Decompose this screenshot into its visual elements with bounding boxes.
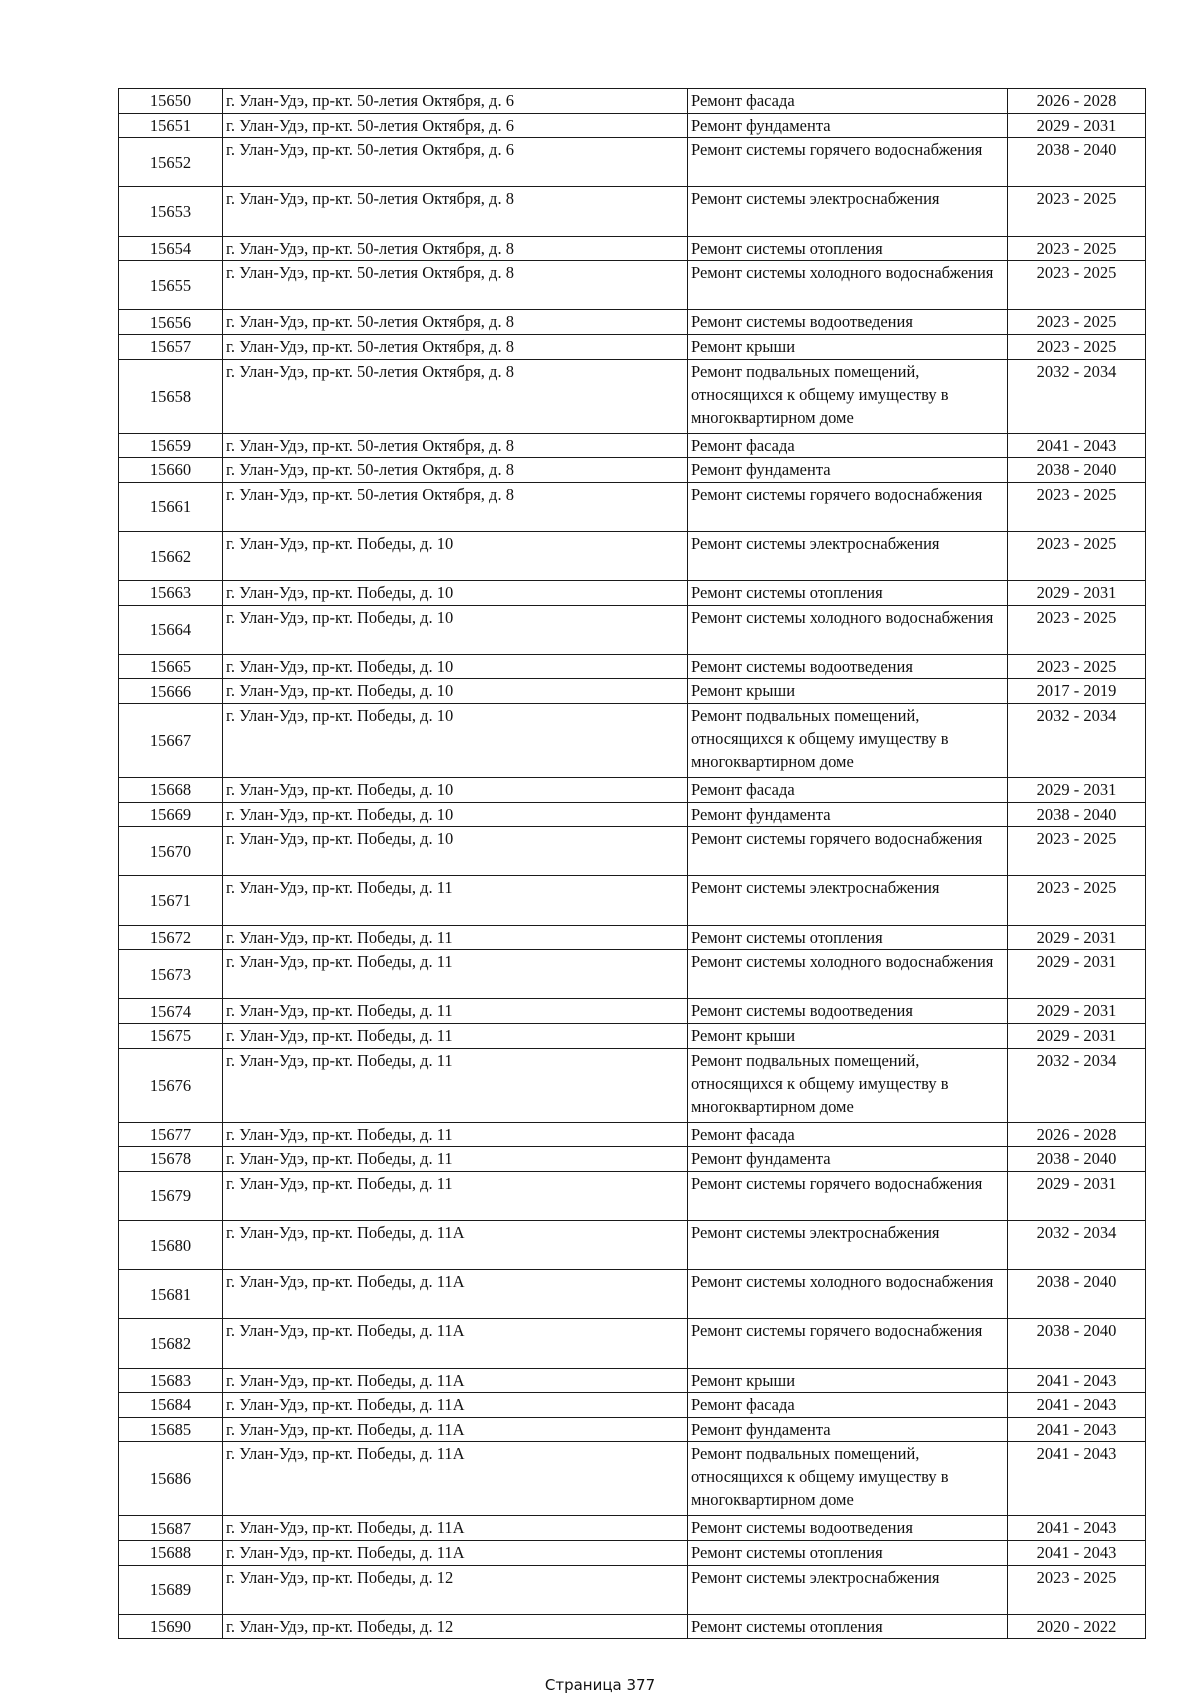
period-cell: 2020 - 2022 bbox=[1008, 1614, 1146, 1639]
work-type-cell: Ремонт системы холодного водоснабжения bbox=[688, 1270, 1008, 1319]
work-type-cell: Ремонт системы горячего водоснабжения bbox=[688, 827, 1008, 876]
table-row bbox=[119, 925, 1146, 950]
work-type-cell: Ремонт системы горячего водоснабжения bbox=[688, 482, 1008, 531]
table-row bbox=[119, 827, 1146, 876]
table-row bbox=[119, 359, 1146, 433]
period-cell: 2023 - 2025 bbox=[1008, 1565, 1146, 1614]
row-number-cell: 15685 bbox=[119, 1417, 223, 1442]
table-row bbox=[119, 138, 1146, 187]
address-cell: г. Улан-Удэ, пр-кт. 50-летия Октября, д. 8 bbox=[223, 482, 688, 531]
address-cell: г. Улан-Удэ, пр-кт. Победы, д. 10 bbox=[223, 531, 688, 580]
table-row bbox=[119, 458, 1146, 483]
address-cell: г. Улан-Удэ, пр-кт. Победы, д. 11А bbox=[223, 1540, 688, 1565]
work-type-cell: Ремонт фасада bbox=[688, 89, 1008, 114]
repair-schedule-table bbox=[118, 88, 1146, 1639]
row-number-cell: 15671 bbox=[119, 876, 223, 925]
row-number-cell: 15668 bbox=[119, 778, 223, 803]
work-type-cell: Ремонт системы электроснабжения bbox=[688, 531, 1008, 580]
period-cell: 2026 - 2028 bbox=[1008, 1122, 1146, 1147]
address-cell: г. Улан-Удэ, пр-кт. Победы, д. 11А bbox=[223, 1368, 688, 1393]
period-cell: 2026 - 2028 bbox=[1008, 89, 1146, 114]
work-type-cell: Ремонт системы горячего водоснабжения bbox=[688, 138, 1008, 187]
address-cell: г. Улан-Удэ, пр-кт. 50-летия Октября, д. 8 bbox=[223, 359, 688, 433]
table-row bbox=[119, 1393, 1146, 1418]
address-cell: г. Улан-Удэ, пр-кт. Победы, д. 10 bbox=[223, 679, 688, 704]
address-cell: г. Улан-Удэ, пр-кт. Победы, д. 11 bbox=[223, 1048, 688, 1122]
table-row bbox=[119, 1171, 1146, 1220]
work-type-cell: Ремонт фундамента bbox=[688, 458, 1008, 483]
period-cell: 2029 - 2031 bbox=[1008, 1171, 1146, 1220]
period-cell: 2023 - 2025 bbox=[1008, 187, 1146, 236]
work-type-cell: Ремонт фундамента bbox=[688, 1417, 1008, 1442]
table-row bbox=[119, 1614, 1146, 1639]
address-cell: г. Улан-Удэ, пр-кт. Победы, д. 11 bbox=[223, 1171, 688, 1220]
address-cell: г. Улан-Удэ, пр-кт. Победы, д. 11 bbox=[223, 876, 688, 925]
address-cell: г. Улан-Удэ, пр-кт. Победы, д. 11 bbox=[223, 950, 688, 999]
table-row bbox=[119, 1368, 1146, 1393]
period-cell: 2038 - 2040 bbox=[1008, 1270, 1146, 1319]
period-cell: 2029 - 2031 bbox=[1008, 113, 1146, 138]
row-number-cell: 15661 bbox=[119, 482, 223, 531]
table-row bbox=[119, 1024, 1146, 1049]
period-cell: 2017 - 2019 bbox=[1008, 679, 1146, 704]
work-type-cell: Ремонт системы электроснабжения bbox=[688, 1220, 1008, 1269]
table-row bbox=[119, 1565, 1146, 1614]
row-number-cell: 15677 bbox=[119, 1122, 223, 1147]
row-number-cell: 15657 bbox=[119, 334, 223, 359]
work-type-cell: Ремонт фундамента bbox=[688, 802, 1008, 827]
row-number-cell: 15690 bbox=[119, 1614, 223, 1639]
row-number-cell: 15666 bbox=[119, 679, 223, 704]
work-type-cell: Ремонт системы горячего водоснабжения bbox=[688, 1319, 1008, 1368]
row-number-cell: 15680 bbox=[119, 1220, 223, 1269]
row-number-cell: 15672 bbox=[119, 925, 223, 950]
row-number-cell: 15652 bbox=[119, 138, 223, 187]
address-cell: г. Улан-Удэ, пр-кт. 50-летия Октября, д. 8 bbox=[223, 458, 688, 483]
row-number-cell: 15689 bbox=[119, 1565, 223, 1614]
table-row bbox=[119, 802, 1146, 827]
address-cell: г. Улан-Удэ, пр-кт. Победы, д. 11А bbox=[223, 1220, 688, 1269]
work-type-cell: Ремонт крыши bbox=[688, 1024, 1008, 1049]
row-number-cell: 15669 bbox=[119, 802, 223, 827]
period-cell: 2041 - 2043 bbox=[1008, 1442, 1146, 1516]
work-type-cell: Ремонт системы электроснабжения bbox=[688, 876, 1008, 925]
period-cell: 2023 - 2025 bbox=[1008, 482, 1146, 531]
work-type-cell: Ремонт системы холодного водоснабжения bbox=[688, 605, 1008, 654]
row-number-cell: 15667 bbox=[119, 704, 223, 778]
period-cell: 2041 - 2043 bbox=[1008, 1540, 1146, 1565]
period-cell: 2023 - 2025 bbox=[1008, 654, 1146, 679]
work-type-cell: Ремонт фасада bbox=[688, 778, 1008, 803]
table-row bbox=[119, 334, 1146, 359]
table-row bbox=[119, 999, 1146, 1024]
work-type-cell: Ремонт системы электроснабжения bbox=[688, 1565, 1008, 1614]
period-cell: 2038 - 2040 bbox=[1008, 802, 1146, 827]
table-row bbox=[119, 654, 1146, 679]
address-cell: г. Улан-Удэ, пр-кт. 50-летия Октября, д. 8 bbox=[223, 334, 688, 359]
period-cell: 2023 - 2025 bbox=[1008, 531, 1146, 580]
address-cell: г. Улан-Удэ, пр-кт. Победы, д. 11 bbox=[223, 925, 688, 950]
table-row bbox=[119, 950, 1146, 999]
work-type-cell: Ремонт системы горячего водоснабжения bbox=[688, 1171, 1008, 1220]
period-cell: 2029 - 2031 bbox=[1008, 925, 1146, 950]
period-cell: 2029 - 2031 bbox=[1008, 950, 1146, 999]
period-cell: 2023 - 2025 bbox=[1008, 261, 1146, 310]
address-cell: г. Улан-Удэ, пр-кт. Победы, д. 10 bbox=[223, 704, 688, 778]
row-number-cell: 15674 bbox=[119, 999, 223, 1024]
period-cell: 2023 - 2025 bbox=[1008, 876, 1146, 925]
period-cell: 2041 - 2043 bbox=[1008, 1417, 1146, 1442]
row-number-cell: 15681 bbox=[119, 1270, 223, 1319]
row-number-cell: 15686 bbox=[119, 1442, 223, 1516]
address-cell: г. Улан-Удэ, пр-кт. Победы, д. 10 bbox=[223, 778, 688, 803]
address-cell: г. Улан-Удэ, пр-кт. Победы, д. 11А bbox=[223, 1393, 688, 1418]
period-cell: 2041 - 2043 bbox=[1008, 433, 1146, 458]
table-row bbox=[119, 704, 1146, 778]
table-row bbox=[119, 876, 1146, 925]
period-cell: 2041 - 2043 bbox=[1008, 1393, 1146, 1418]
address-cell: г. Улан-Удэ, пр-кт. Победы, д. 11А bbox=[223, 1442, 688, 1516]
row-number-cell: 15658 bbox=[119, 359, 223, 433]
address-cell: г. Улан-Удэ, пр-кт. 50-летия Октября, д. 8 bbox=[223, 310, 688, 335]
work-type-cell: Ремонт фасада bbox=[688, 1122, 1008, 1147]
table-row bbox=[119, 679, 1146, 704]
work-type-cell: Ремонт системы водоотведения bbox=[688, 310, 1008, 335]
work-type-cell: Ремонт фасада bbox=[688, 1393, 1008, 1418]
table-row bbox=[119, 1417, 1146, 1442]
period-cell: 2032 - 2034 bbox=[1008, 1048, 1146, 1122]
table-row bbox=[119, 433, 1146, 458]
row-number-cell: 15655 bbox=[119, 261, 223, 310]
address-cell: г. Улан-Удэ, пр-кт. 50-летия Октября, д. 6 bbox=[223, 113, 688, 138]
address-cell: г. Улан-Удэ, пр-кт. Победы, д. 11 bbox=[223, 1024, 688, 1049]
work-type-cell: Ремонт крыши bbox=[688, 679, 1008, 704]
address-cell: г. Улан-Удэ, пр-кт. Победы, д. 11 bbox=[223, 999, 688, 1024]
row-number-cell: 15683 bbox=[119, 1368, 223, 1393]
address-cell: г. Улан-Удэ, пр-кт. 50-летия Октября, д. 8 bbox=[223, 187, 688, 236]
address-cell: г. Улан-Удэ, пр-кт. Победы, д. 11А bbox=[223, 1270, 688, 1319]
period-cell: 2038 - 2040 bbox=[1008, 138, 1146, 187]
work-type-cell: Ремонт фасада bbox=[688, 433, 1008, 458]
row-number-cell: 15679 bbox=[119, 1171, 223, 1220]
address-cell: г. Улан-Удэ, пр-кт. 50-летия Октября, д. 6 bbox=[223, 89, 688, 114]
table-row bbox=[119, 581, 1146, 606]
work-type-cell: Ремонт подвальных помещений, относящихся к общему имуществу в многоквартирном доме bbox=[688, 1442, 1008, 1516]
period-cell: 2041 - 2043 bbox=[1008, 1516, 1146, 1541]
row-number-cell: 15659 bbox=[119, 433, 223, 458]
address-cell: г. Улан-Удэ, пр-кт. Победы, д. 11 bbox=[223, 1147, 688, 1172]
address-cell: г. Улан-Удэ, пр-кт. 50-летия Октября, д. 8 bbox=[223, 261, 688, 310]
row-number-cell: 15654 bbox=[119, 236, 223, 261]
row-number-cell: 15663 bbox=[119, 581, 223, 606]
address-cell: г. Улан-Удэ, пр-кт. Победы, д. 11А bbox=[223, 1319, 688, 1368]
period-cell: 2029 - 2031 bbox=[1008, 1024, 1146, 1049]
address-cell: г. Улан-Удэ, пр-кт. Победы, д. 12 bbox=[223, 1614, 688, 1639]
work-type-cell: Ремонт фундамента bbox=[688, 113, 1008, 138]
row-number-cell: 15660 bbox=[119, 458, 223, 483]
table-row bbox=[119, 261, 1146, 310]
address-cell: г. Улан-Удэ, пр-кт. Победы, д. 11 bbox=[223, 1122, 688, 1147]
row-number-cell: 15678 bbox=[119, 1147, 223, 1172]
work-type-cell: Ремонт системы электроснабжения bbox=[688, 187, 1008, 236]
row-number-cell: 15673 bbox=[119, 950, 223, 999]
table-row bbox=[119, 778, 1146, 803]
row-number-cell: 15664 bbox=[119, 605, 223, 654]
row-number-cell: 15682 bbox=[119, 1319, 223, 1368]
work-type-cell: Ремонт системы отопления bbox=[688, 1614, 1008, 1639]
period-cell: 2032 - 2034 bbox=[1008, 359, 1146, 433]
work-type-cell: Ремонт системы холодного водоснабжения bbox=[688, 261, 1008, 310]
row-number-cell: 15684 bbox=[119, 1393, 223, 1418]
period-cell: 2029 - 2031 bbox=[1008, 999, 1146, 1024]
period-cell: 2023 - 2025 bbox=[1008, 605, 1146, 654]
period-cell: 2041 - 2043 bbox=[1008, 1368, 1146, 1393]
row-number-cell: 15656 bbox=[119, 310, 223, 335]
row-number-cell: 15670 bbox=[119, 827, 223, 876]
address-cell: г. Улан-Удэ, пр-кт. 50-летия Октября, д. 6 bbox=[223, 138, 688, 187]
table-row bbox=[119, 187, 1146, 236]
row-number-cell: 15665 bbox=[119, 654, 223, 679]
table-row bbox=[119, 1147, 1146, 1172]
work-type-cell: Ремонт системы водоотведения bbox=[688, 999, 1008, 1024]
address-cell: г. Улан-Удэ, пр-кт. Победы, д. 10 bbox=[223, 827, 688, 876]
work-type-cell: Ремонт системы отопления bbox=[688, 925, 1008, 950]
work-type-cell: Ремонт крыши bbox=[688, 334, 1008, 359]
work-type-cell: Ремонт подвальных помещений, относящихся к общему имуществу в многоквартирном доме bbox=[688, 359, 1008, 433]
period-cell: 2032 - 2034 bbox=[1008, 1220, 1146, 1269]
address-cell: г. Улан-Удэ, пр-кт. 50-летия Октября, д. 8 bbox=[223, 433, 688, 458]
work-type-cell: Ремонт подвальных помещений, относящихся к общему имуществу в многоквартирном доме bbox=[688, 1048, 1008, 1122]
table-row bbox=[119, 1540, 1146, 1565]
period-cell: 2023 - 2025 bbox=[1008, 310, 1146, 335]
work-type-cell: Ремонт фундамента bbox=[688, 1147, 1008, 1172]
address-cell: г. Улан-Удэ, пр-кт. Победы, д. 10 bbox=[223, 581, 688, 606]
table-row bbox=[119, 1048, 1146, 1122]
table-row bbox=[119, 1220, 1146, 1269]
address-cell: г. Улан-Удэ, пр-кт. Победы, д. 11А bbox=[223, 1516, 688, 1541]
period-cell: 2038 - 2040 bbox=[1008, 1147, 1146, 1172]
period-cell: 2029 - 2031 bbox=[1008, 778, 1146, 803]
table-row bbox=[119, 1516, 1146, 1541]
row-number-cell: 15650 bbox=[119, 89, 223, 114]
period-cell: 2023 - 2025 bbox=[1008, 334, 1146, 359]
address-cell: г. Улан-Удэ, пр-кт. Победы, д. 10 bbox=[223, 654, 688, 679]
row-number-cell: 15651 bbox=[119, 113, 223, 138]
table-row bbox=[119, 310, 1146, 335]
work-type-cell: Ремонт системы водоотведения bbox=[688, 1516, 1008, 1541]
address-cell: г. Улан-Удэ, пр-кт. 50-летия Октября, д. 8 bbox=[223, 236, 688, 261]
row-number-cell: 15676 bbox=[119, 1048, 223, 1122]
table-row bbox=[119, 1442, 1146, 1516]
row-number-cell: 15675 bbox=[119, 1024, 223, 1049]
table-row bbox=[119, 605, 1146, 654]
work-type-cell: Ремонт системы отопления bbox=[688, 581, 1008, 606]
work-type-cell: Ремонт системы отопления bbox=[688, 1540, 1008, 1565]
period-cell: 2029 - 2031 bbox=[1008, 581, 1146, 606]
row-number-cell: 15688 bbox=[119, 1540, 223, 1565]
period-cell: 2038 - 2040 bbox=[1008, 1319, 1146, 1368]
table-row bbox=[119, 1122, 1146, 1147]
row-number-cell: 15653 bbox=[119, 187, 223, 236]
period-cell: 2038 - 2040 bbox=[1008, 458, 1146, 483]
address-cell: г. Улан-Удэ, пр-кт. Победы, д. 11А bbox=[223, 1417, 688, 1442]
table-row bbox=[119, 1270, 1146, 1319]
table-row bbox=[119, 1319, 1146, 1368]
period-cell: 2023 - 2025 bbox=[1008, 236, 1146, 261]
table-row bbox=[119, 482, 1146, 531]
row-number-cell: 15687 bbox=[119, 1516, 223, 1541]
address-cell: г. Улан-Удэ, пр-кт. Победы, д. 10 bbox=[223, 802, 688, 827]
table-row bbox=[119, 236, 1146, 261]
address-cell: г. Улан-Удэ, пр-кт. Победы, д. 10 bbox=[223, 605, 688, 654]
table-body bbox=[119, 89, 1146, 1639]
row-number-cell: 15662 bbox=[119, 531, 223, 580]
period-cell: 2023 - 2025 bbox=[1008, 827, 1146, 876]
work-type-cell: Ремонт системы отопления bbox=[688, 236, 1008, 261]
work-type-cell: Ремонт подвальных помещений, относящихся к общему имуществу в многоквартирном доме bbox=[688, 704, 1008, 778]
work-type-cell: Ремонт крыши bbox=[688, 1368, 1008, 1393]
table-row bbox=[119, 113, 1146, 138]
table-row bbox=[119, 531, 1146, 580]
table-row bbox=[119, 89, 1146, 114]
page-number: Страница 377 bbox=[544, 1676, 656, 1694]
work-type-cell: Ремонт системы холодного водоснабжения bbox=[688, 950, 1008, 999]
work-type-cell: Ремонт системы водоотведения bbox=[688, 654, 1008, 679]
address-cell: г. Улан-Удэ, пр-кт. Победы, д. 12 bbox=[223, 1565, 688, 1614]
period-cell: 2032 - 2034 bbox=[1008, 704, 1146, 778]
